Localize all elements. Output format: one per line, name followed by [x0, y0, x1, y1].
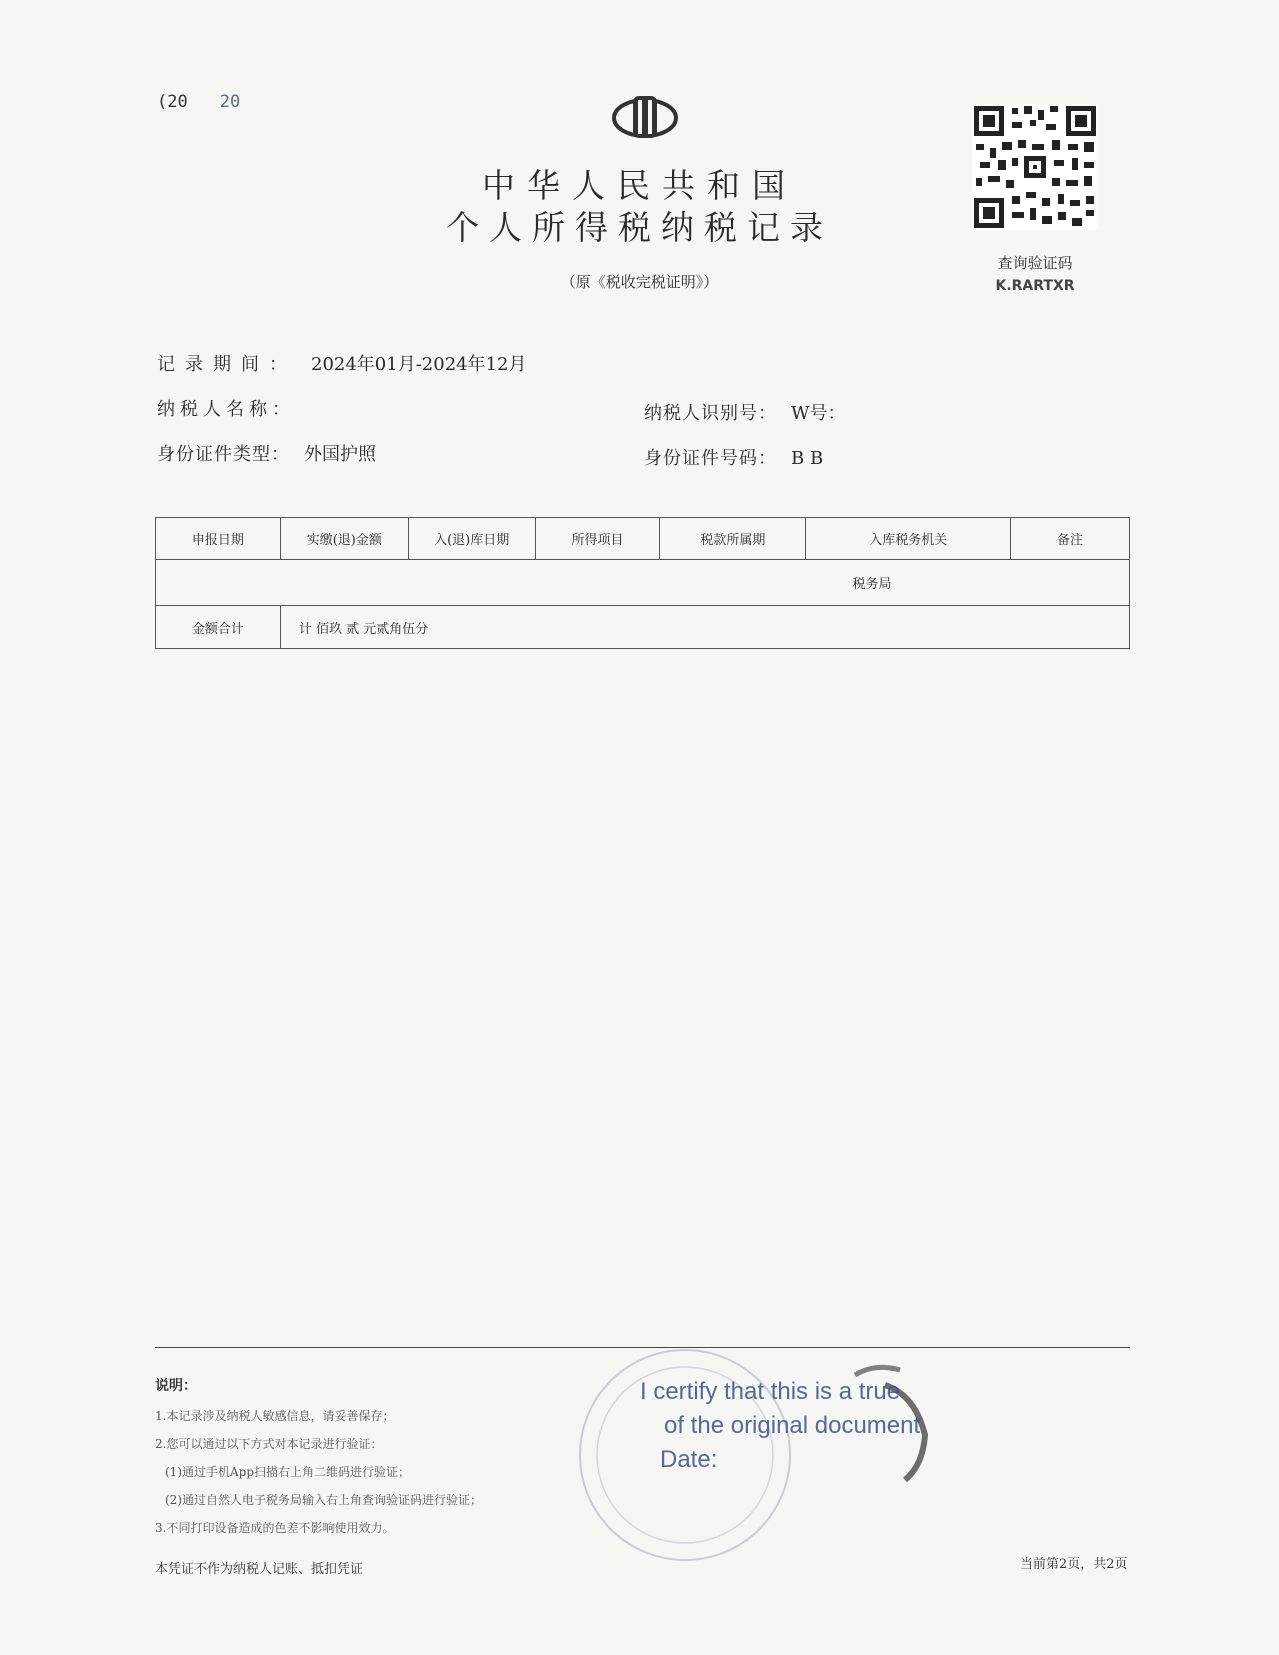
- col-remark: 备注: [1011, 518, 1130, 560]
- cert-line-3: Date:: [660, 1446, 718, 1473]
- taxpayer-tin-value: W号：: [791, 403, 846, 424]
- title-country: 中华人民共和国: [482, 166, 797, 205]
- qr-verify-code: K.RARTXR: [995, 278, 1075, 294]
- corner-mark-right: 20: [219, 92, 241, 112]
- col-storage-date: 入(退)库日期: [408, 518, 535, 560]
- col-income-item: 所得项目: [535, 518, 660, 560]
- taxpayer-name: [157, 395, 295, 421]
- id-type-label: 身份证件类型：: [157, 444, 290, 465]
- note-item: (2)通过自然人电子税务局输入右上角查询验证码进行验证；: [165, 1493, 483, 1507]
- taxpayer-tin-label: 纳税人识别号：: [644, 403, 777, 424]
- col-tax-period: 税款所属期: [660, 518, 806, 560]
- subtitle: （原《税收完税证明》）: [560, 273, 719, 291]
- corner-marks: [157, 92, 240, 112]
- total-value: 计 佰玖 贰 元贰角伍分: [280, 606, 1129, 649]
- col-tax-authority: 入库税务机关: [806, 518, 1011, 560]
- certification-note: [640, 1375, 920, 1477]
- table-header-row: [156, 518, 1130, 560]
- page-indicator: 当前第2页，共2页: [1020, 1557, 1128, 1572]
- cert-line-2: of the original document: [664, 1412, 921, 1439]
- id-number-value: B B: [791, 448, 824, 469]
- qr-code-icon[interactable]: [972, 104, 1098, 230]
- row-tax-authority: 税务局: [156, 560, 1130, 606]
- col-declare-date: 申报日期: [156, 518, 281, 560]
- note-item: 1.本记录涉及纳税人敏感信息，请妥善保存；: [155, 1409, 395, 1423]
- id-type: [157, 440, 376, 466]
- id-number-label: 身份证件号码：: [644, 448, 777, 469]
- notes-title: 说明：: [155, 1378, 197, 1394]
- note-item: (1)通过手机App扫描右上角二维码进行验证；: [165, 1465, 411, 1479]
- id-type-value: 外国护照: [304, 444, 376, 465]
- tax-emblem-icon: [611, 92, 679, 142]
- id-number: [644, 444, 823, 470]
- record-period-value: 2024年01月-2024年12月: [311, 354, 527, 375]
- tax-record-table: [155, 517, 1130, 649]
- notes-section: [155, 1372, 482, 1542]
- corner-mark-left: (20: [157, 92, 188, 112]
- cert-line-1: I certify that this is a true: [640, 1378, 901, 1405]
- note-item: 3.不同打印设备造成的色差不影响使用效力。: [155, 1521, 395, 1535]
- note-item: 2.您可以通过以下方式对本记录进行验证：: [155, 1437, 383, 1451]
- taxpayer-tin: [644, 399, 846, 425]
- qr-verify-label: 查询验证码: [997, 254, 1073, 272]
- table-total-row: [156, 606, 1130, 649]
- taxpayer-name-label: 纳税人名称：: [157, 399, 295, 420]
- table-row: [156, 560, 1130, 606]
- title-document: 个人所得税纳税记录: [446, 208, 833, 247]
- record-period-label: 记录期间：: [157, 354, 297, 375]
- record-period: [157, 350, 527, 376]
- footer-disclaimer: 本凭证不作为纳税人记账、抵扣凭证: [155, 1562, 364, 1577]
- col-paid-amount: 实缴(退)金额: [280, 518, 408, 560]
- total-label: 金额合计: [156, 606, 281, 649]
